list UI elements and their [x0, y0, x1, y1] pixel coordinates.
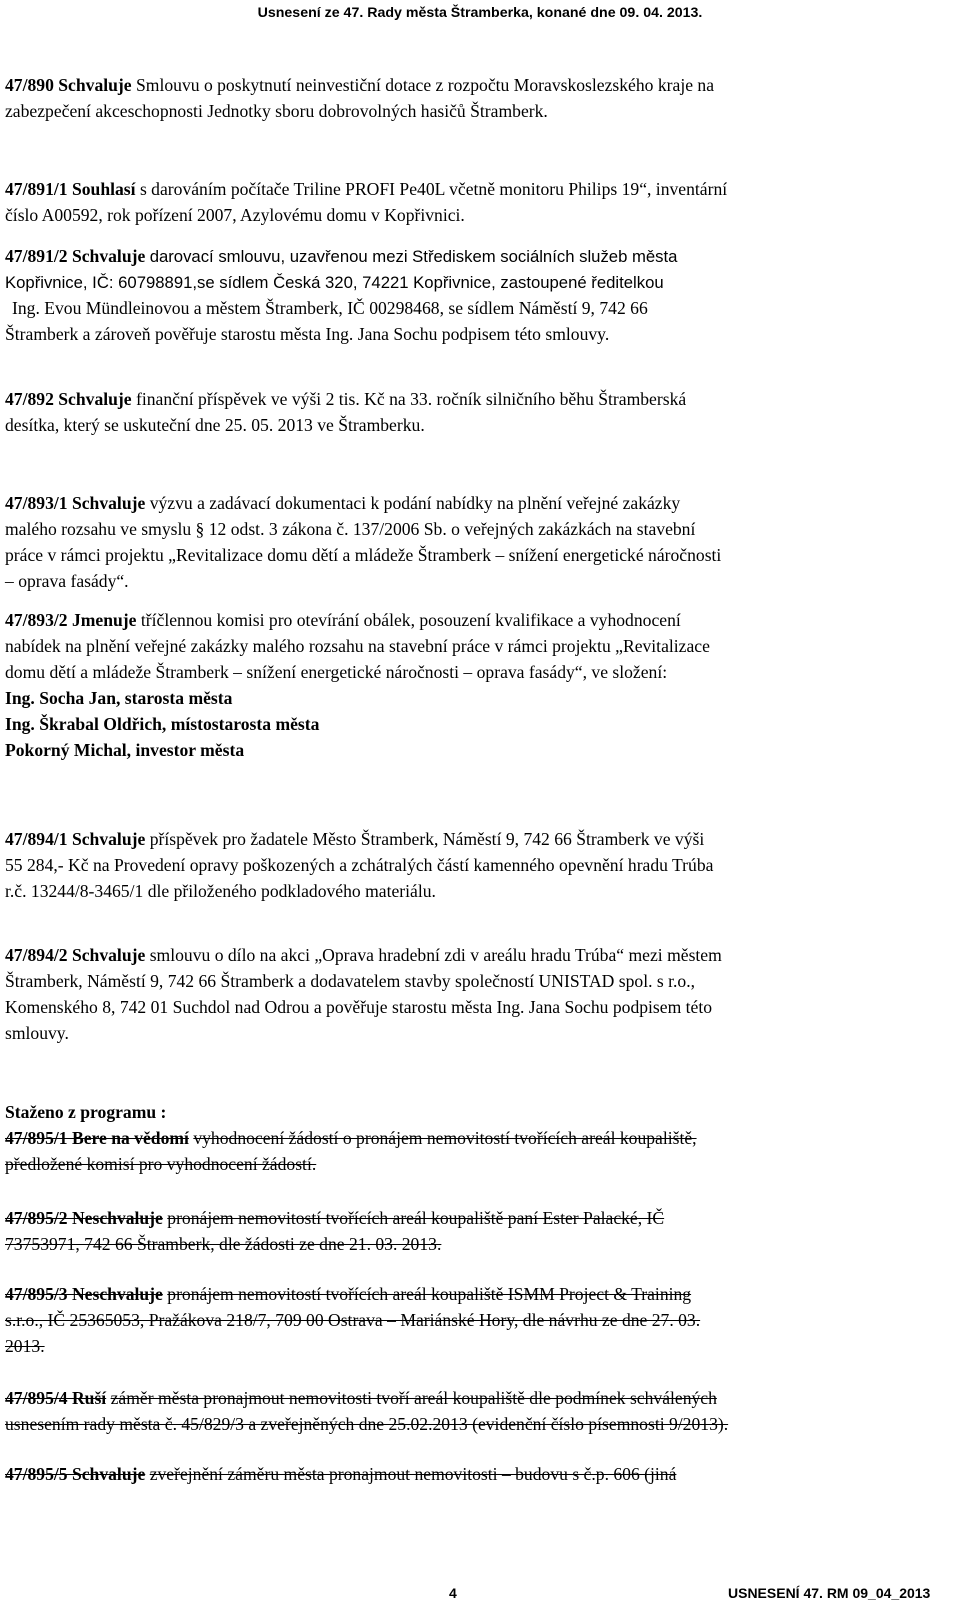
text-line — [5, 1208, 664, 1228]
resolution-text: Štramberk, Náměstí 9, 742 66 Štramberk a dodavatelem stavby společností UNISTAD spol. s r.o., — [5, 971, 696, 991]
resolution-number: 47/895/1 Bere na vědomí — [5, 1128, 189, 1148]
resolution-text: s darováním počítače Triline PROFI Pe40L včetně monitoru Philips 19“, inventární — [139, 179, 728, 199]
resolution-text: 55 284,- Kč na Provedení opravy poškozených a zchátralých částí kamenného opevnění hradu Trúba — [5, 855, 714, 875]
text-line — [5, 493, 680, 513]
resolution-text: pronájem nemovitostí tvořících areál koupaliště paní Ester Palacké, IČ — [167, 1208, 665, 1228]
resolution-text: výzvu a zadávací dokumentaci k podání nabídky na plnění veřejné zakázky — [149, 493, 681, 513]
text-line — [5, 571, 129, 591]
resolution-number: Ing. Socha Jan, starosta města — [5, 688, 233, 708]
resolution-text: vyhodnocení žádostí o pronájem nemovitostí tvořících areál koupaliště, — [193, 1128, 697, 1148]
page-header: Usnesení ze 47. Rady města Štramberka, konané dne 09. 04. 2013. — [257, 5, 703, 21]
text-line — [5, 662, 667, 682]
text-line — [5, 881, 436, 901]
resolution-text: zabezpečení akceschopnosti Jednotky sboru dobrovolných hasičů Štramberk. — [5, 101, 548, 121]
resolution-number: 47/893/2 Jmenuje — [5, 610, 137, 630]
text-line — [5, 179, 727, 199]
resolution-text: usnesením rady města č. 45/829/3 a zveřejněných dne 25.02.2013 (evidenční číslo písemnosti 9/2013). — [5, 1414, 729, 1434]
text-line — [5, 246, 677, 267]
text-line — [5, 101, 548, 121]
resolution-number: Ing. Škrabal Oldřich, místostarosta města — [5, 714, 320, 734]
resolution-text: tříčlennou komisi pro otevírání obálek, posouzení kvalifikace a vyhodnocení — [140, 610, 681, 630]
resolution-text: záměr města pronajmout nemovitosti tvoří areál koupaliště dle podmínek schválených — [110, 1388, 717, 1408]
resolution-number: 47/893/1 Schvaluje — [5, 493, 146, 513]
text-line — [5, 829, 704, 849]
text-line — [5, 1234, 441, 1254]
resolution-text: domu dětí a mládeže Štramberk – snížení energetické náročnosti – oprava fasády“, ve složení: — [5, 662, 668, 682]
resolution-text: Štramberk a zároveň pověřuje starostu města Ing. Jana Sochu podpisem této smlouvy. — [5, 324, 610, 344]
footer-document-code: USNESENÍ 47. RM 09_04_2013 — [728, 1585, 931, 1601]
resolution-number: 47/895/4 Ruší — [5, 1388, 107, 1408]
resolution-text: s.r.o., IČ 25365053, Pražákova 218/7, 709 00 Ostrava – Mariánské Hory, dle návrhu ze dne 27. 03. — [5, 1310, 701, 1330]
text-line — [5, 1336, 45, 1356]
text-line — [5, 1023, 69, 1043]
text-line — [5, 415, 425, 435]
resolution-text: darovací smlouvu, uzavřenou mezi Střediskem sociálních služeb města — [149, 247, 678, 266]
resolution-text: malého rozsahu ve smyslu § 12 odst. 3 zákona č. 137/2006 Sb. o veřejných zakázkách na stavební — [5, 519, 696, 539]
resolution-text: pronájem nemovitostí tvořících areál koupaliště ISMM Project & Training — [167, 1284, 692, 1304]
text-line — [5, 855, 713, 875]
resolution-text: číslo A00592, rok pořízení 2007, Azylovému domu v Kopřivnici. — [5, 205, 465, 225]
resolution-text: finanční příspěvek ve výši 2 tis. Kč na 33. ročník silničního běhu Štramberská — [136, 389, 687, 409]
text-line — [5, 740, 244, 760]
text-line — [5, 1102, 166, 1122]
resolution-number: Pokorný Michal, investor města — [5, 740, 245, 760]
text-line — [5, 1128, 697, 1148]
resolution-number: 47/895/5 Schvaluje — [5, 1464, 146, 1484]
resolution-text: desítka, který se uskuteční dne 25. 05. 2013 ve Štramberku. — [5, 415, 425, 435]
resolution-number: Staženo z programu : — [5, 1102, 167, 1122]
text-line — [5, 714, 319, 734]
text-line — [5, 519, 695, 539]
text-line — [5, 688, 232, 708]
resolution-text: příspěvek pro žadatele Město Štramberk, Náměstí 9, 742 66 Štramberk ve výši — [149, 829, 705, 849]
resolution-text: Komenského 8, 742 01 Suchdol nad Odrou a pověřuje starostu města Ing. Jana Sochu podpisem této — [5, 997, 713, 1017]
page-number: 4 — [449, 1585, 457, 1601]
text-line — [5, 1388, 717, 1408]
resolution-text: zveřejnění záměru města pronajmout nemovitosti – budovu s č.p. 606 (jiná — [149, 1464, 677, 1484]
resolution-text: 73753971, 742 66 Štramberk, dle žádosti ze dne 21. 03. 2013. — [5, 1234, 442, 1254]
resolution-number: 47/890 Schvaluje — [5, 75, 132, 95]
text-line — [5, 971, 695, 991]
text-line — [5, 389, 686, 409]
resolution-text: 2013. — [5, 1336, 45, 1356]
resolution-text: Ing. Evou Mündleinovou a městem Štramberk, IČ 00298468, se sídlem Náměstí 9, 742 66 — [12, 298, 648, 318]
resolution-number: 47/894/2 Schvaluje — [5, 945, 146, 965]
text-line — [12, 298, 648, 318]
resolution-number: 47/892 Schvaluje — [5, 389, 132, 409]
text-line — [5, 1284, 691, 1304]
resolution-number: 47/895/2 Neschvaluje — [5, 1208, 163, 1228]
resolution-text: r.č. 13244/8-3465/1 dle přiloženého podkladového materiálu. — [5, 881, 436, 901]
resolution-text: – oprava fasády“. — [5, 571, 129, 591]
resolution-text: Smlouvu o poskytnutí neinvestiční dotace z rozpočtu Moravskoslezského kraje na — [136, 75, 715, 95]
text-line — [5, 205, 465, 225]
text-line — [5, 636, 710, 656]
resolution-text: smlouvu o dílo na akci „Oprava hradební zdi v areálu hradu Trúba“ mezi městem — [149, 945, 722, 965]
resolution-number: 47/895/3 Neschvaluje — [5, 1284, 163, 1304]
resolution-text: Kopřivnice, IČ: 60798891,se sídlem Česká 320, 74221 Kopřivnice, zastoupené ředitelkou — [5, 273, 664, 292]
text-line — [5, 272, 664, 293]
text-line — [5, 324, 609, 344]
resolution-number: 47/891/2 Schvaluje — [5, 246, 146, 266]
text-line — [5, 75, 714, 95]
text-line — [5, 1414, 728, 1434]
resolution-text: předložené komisí pro vyhodnocení žádostí. — [5, 1154, 317, 1174]
resolution-number: 47/894/1 Schvaluje — [5, 829, 146, 849]
text-line — [5, 610, 681, 630]
resolution-text: smlouvy. — [5, 1023, 69, 1043]
text-line — [5, 997, 712, 1017]
resolution-number: 47/891/1 Souhlasí — [5, 179, 136, 199]
text-line — [5, 545, 721, 565]
text-line — [5, 945, 722, 965]
resolution-text: nabídek na plnění veřejné zakázky malého rozsahu na stavební práce v rámci projektu „Revitalizace — [5, 636, 710, 656]
text-line — [5, 1464, 676, 1484]
text-line — [5, 1154, 316, 1174]
text-line — [5, 1310, 700, 1330]
resolution-text: práce v rámci projektu „Revitalizace domu dětí a mládeže Štramberk – snížení energetické náročnosti — [5, 545, 722, 565]
